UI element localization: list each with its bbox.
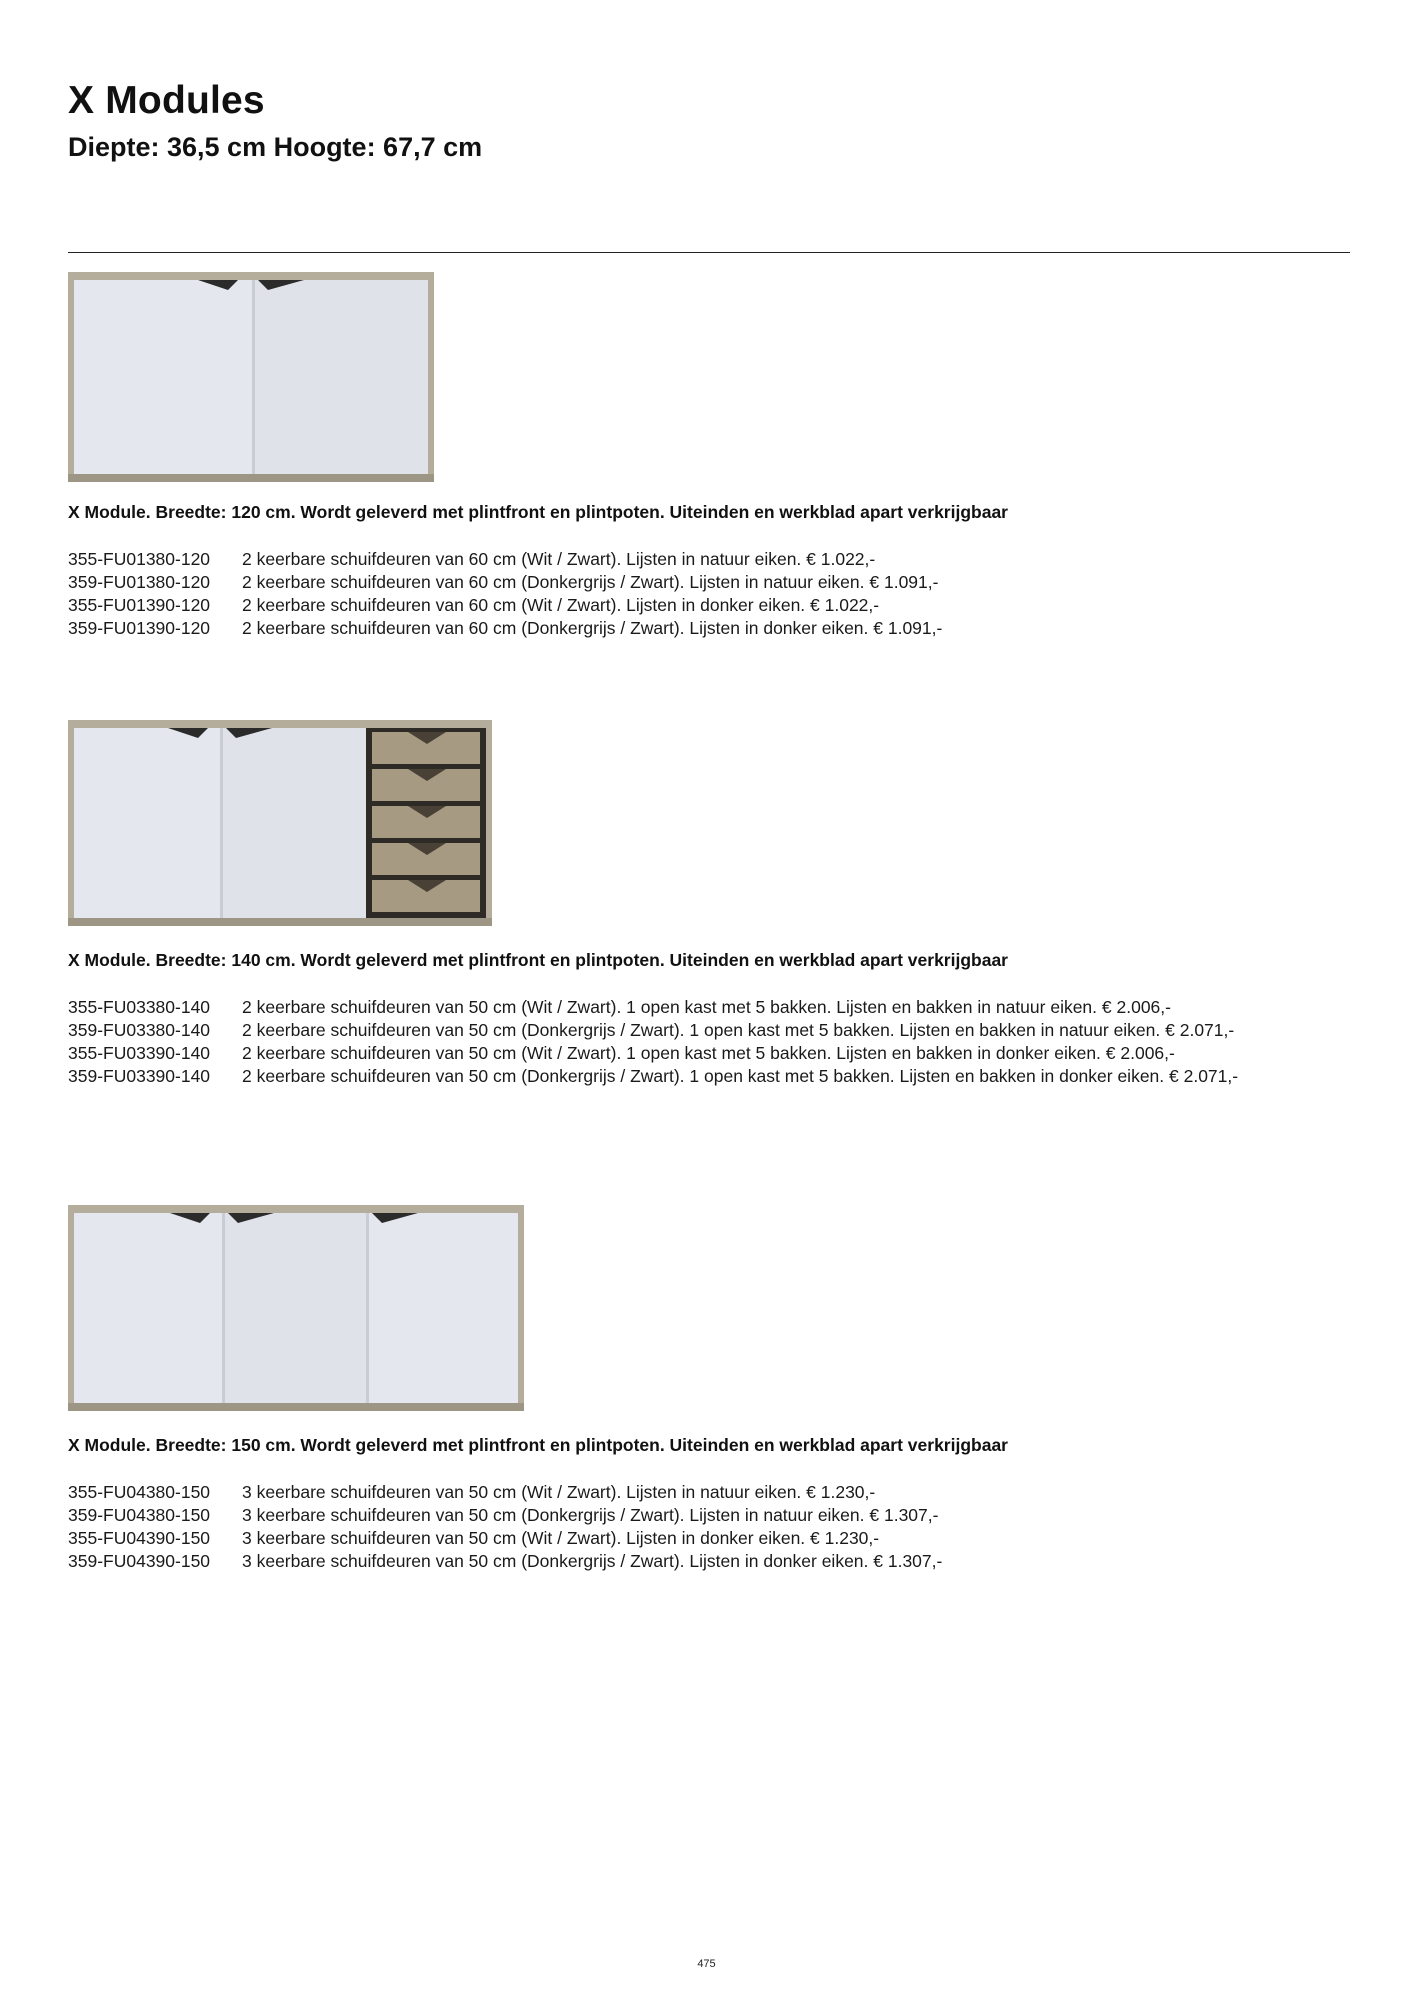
variant-description: 2 keerbare schuifdeuren van 50 cm (Wit / Zwart). 1 open kast met 5 bakken. Lijsten en bakken in donker eiken. € 2.006,- [242,1043,1175,1063]
product-heading: X Module. Breedte: 150 cm. Wordt geleverd met plintfront en plintpoten. Uiteinden en werkblad apart verkrijgbaar [68,1435,1008,1455]
variant-description: 2 keerbare schuifdeuren van 50 cm (Donkergrijs / Zwart). 1 open kast met 5 bakken. Lijsten en bakken in donker eiken. € 2.071,- [242,1066,1239,1086]
article-code: 359-FU04390-150 [68,1551,211,1571]
variant-row [68,1527,942,1550]
variant-list [68,996,1238,1088]
product-section-120 [68,272,1358,642]
article-code: 355-FU01390-120 [68,595,211,615]
sideboard-2-doors-5-drawers-icon [68,720,492,926]
variant-row [68,1504,942,1527]
variant-description: 3 keerbare schuifdeuren van 50 cm (Wit / Zwart). Lijsten in donker eiken. € 1.230,- [242,1528,880,1548]
article-code: 355-FU01380-120 [68,549,211,569]
page-number: 475 [697,1958,716,1970]
article-code: 359-FU03390-140 [68,1066,211,1086]
variant-row [68,1019,1238,1042]
variant-row [68,1065,1238,1088]
variant-description: 2 keerbare schuifdeuren van 50 cm (Wit / Zwart). 1 open kast met 5 bakken. Lijsten en bakken in natuur eiken. € 2.006,- [242,997,1171,1017]
page-subtitle: Diepte: 36,5 cm Hoogte: 67,7 cm [68,132,483,162]
article-code: 359-FU04380-150 [68,1505,211,1525]
article-code: 355-FU04390-150 [68,1528,211,1548]
variant-list [68,548,942,640]
variant-row [68,1042,1238,1065]
variant-description: 3 keerbare schuifdeuren van 50 cm (Donkergrijs / Zwart). Lijsten in natuur eiken. € 1.307,- [242,1505,939,1525]
article-code: 359-FU01380-120 [68,572,211,592]
variant-description: 2 keerbare schuifdeuren van 60 cm (Wit / Zwart). Lijsten in natuur eiken. € 1.022,- [242,549,876,569]
article-code: 359-FU03380-140 [68,1020,211,1040]
variant-row [68,571,942,594]
variant-row [68,996,1238,1019]
article-code: 355-FU04380-150 [68,1482,211,1502]
variant-description: 3 keerbare schuifdeuren van 50 cm (Wit / Zwart). Lijsten in natuur eiken. € 1.230,- [242,1482,876,1502]
page-title: X Modules [68,79,265,122]
sideboard-2-doors-icon [68,272,434,482]
variant-description: 2 keerbare schuifdeuren van 60 cm (Donkergrijs / Zwart). Lijsten in natuur eiken. € 1.091,- [242,572,939,592]
variant-description: 2 keerbare schuifdeuren van 50 cm (Donkergrijs / Zwart). 1 open kast met 5 bakken. Lijsten en bakken in natuur eiken. € 2.071,- [242,1020,1235,1040]
header-divider [68,252,1350,253]
article-code: 355-FU03380-140 [68,997,211,1017]
product-section-150 [68,1205,1358,1575]
product-section-140 [68,720,1358,1090]
article-code: 355-FU03390-140 [68,1043,211,1063]
variant-row [68,1550,942,1573]
sideboard-3-doors-icon [68,1205,524,1411]
variant-list [68,1481,942,1573]
variant-row [68,617,942,640]
article-code: 359-FU01390-120 [68,618,211,638]
variant-row [68,1481,942,1504]
variant-description: 2 keerbare schuifdeuren van 60 cm (Wit / Zwart). Lijsten in donker eiken. € 1.022,- [242,595,880,615]
product-heading: X Module. Breedte: 140 cm. Wordt geleverd met plintfront en plintpoten. Uiteinden en werkblad apart verkrijgbaar [68,950,1008,970]
variant-description: 3 keerbare schuifdeuren van 50 cm (Donkergrijs / Zwart). Lijsten in donker eiken. € 1.307,- [242,1551,943,1571]
variant-row [68,594,942,617]
variant-description: 2 keerbare schuifdeuren van 60 cm (Donkergrijs / Zwart). Lijsten in donker eiken. € 1.091,- [242,618,943,638]
product-heading: X Module. Breedte: 120 cm. Wordt geleverd met plintfront en plintpoten. Uiteinden en werkblad apart verkrijgbaar [68,502,1008,522]
variant-row [68,548,942,571]
